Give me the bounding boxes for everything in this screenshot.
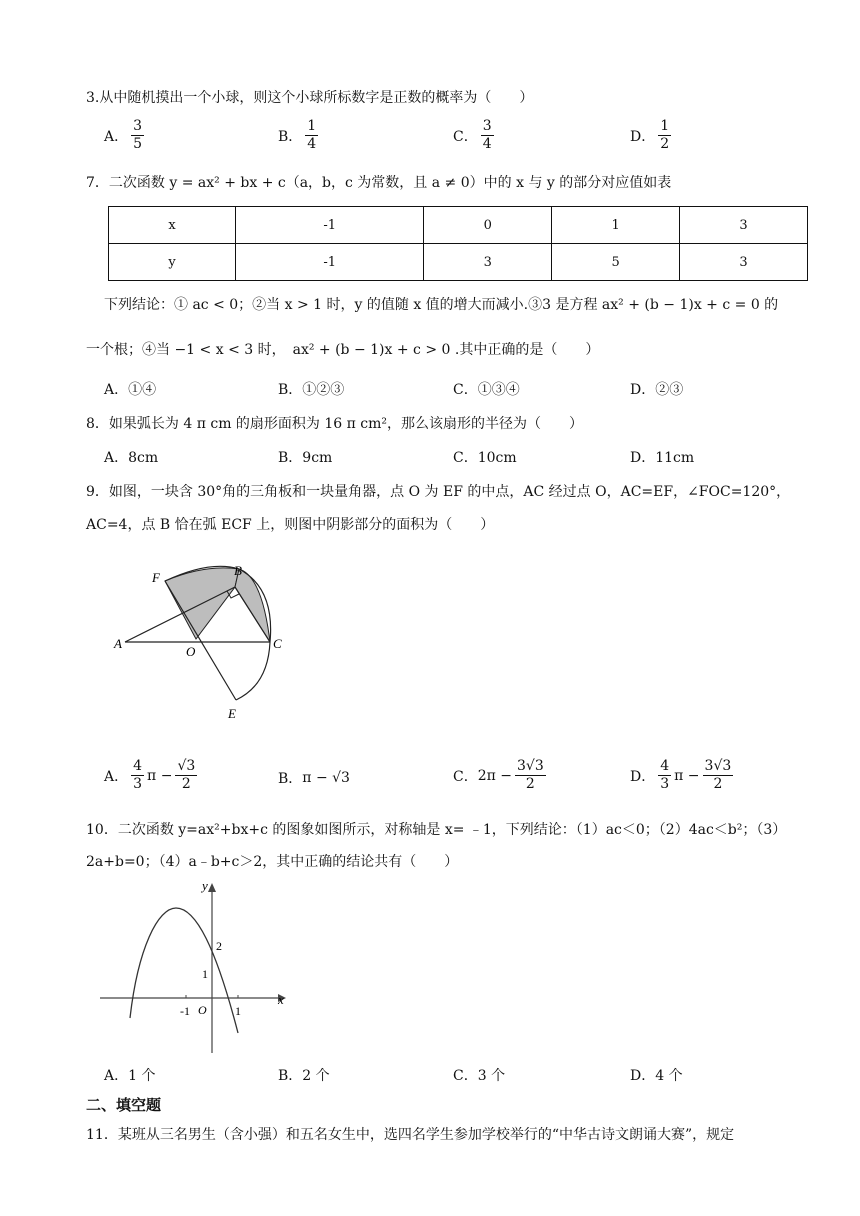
- fraction: [703, 758, 734, 793]
- tick-label-neg1: -1: [180, 1004, 190, 1018]
- q7-option-b[interactable]: B．①②③: [278, 382, 345, 398]
- q8-option-c[interactable]: C．10cm: [453, 450, 517, 466]
- question-11-stem: 11．某班从三名男生（含小强）和五名女生中，选四名学生参加学校举行的“中华古诗文朗诵大赛”，规定: [86, 1127, 735, 1143]
- tick-label-2: 2: [216, 939, 222, 953]
- numerator: 3√3: [704, 758, 732, 774]
- denominator: 2: [660, 136, 670, 152]
- tick-label-1: 1: [202, 967, 208, 981]
- table-cell: -1: [236, 244, 424, 281]
- option-text: π −: [147, 767, 173, 784]
- q7-option-d[interactable]: D．②③: [630, 382, 684, 398]
- q7-option-a[interactable]: A．①④: [104, 382, 157, 398]
- numerator: 1: [307, 118, 317, 134]
- option-label: B．: [278, 128, 303, 145]
- fraction: [131, 758, 144, 793]
- fraction: [658, 118, 671, 153]
- q7-conclusions-line2: 一个根；④当 −1 < x < 3 时， ax² + (b − 1)x + c > 0 .其中正确的是（ ）: [86, 342, 600, 358]
- table-cell: 3: [680, 207, 808, 244]
- q8-option-b[interactable]: B．9cm: [278, 450, 333, 466]
- numerator: 1: [660, 118, 670, 134]
- q9-option-b[interactable]: [278, 768, 350, 788]
- question-10-line1: 10．二次函数 y=ax²+bx+c 的图象如图所示，对称轴是 x= ﹣1，下列结论：（1）ac＜0；（2）4ac＜b²；（3）: [86, 822, 787, 838]
- table-cell: 3: [424, 244, 552, 281]
- q10-option-a[interactable]: A．1 个: [104, 1068, 156, 1084]
- option-label: B．: [278, 771, 303, 787]
- table-header-y: y: [109, 244, 236, 281]
- q8-option-d[interactable]: D．11cm: [630, 450, 695, 466]
- table-cell: 3: [680, 244, 808, 281]
- y-axis-arrow: [208, 883, 216, 892]
- q10-option-c[interactable]: C．3 个: [453, 1068, 506, 1084]
- table-cell: 1: [552, 207, 680, 244]
- q8-option-a[interactable]: A．8cm: [104, 450, 159, 466]
- q10-parabola-graph: [98, 878, 293, 1056]
- table-cell: -1: [236, 207, 424, 244]
- label-b: B: [234, 563, 242, 578]
- table-cell: 0: [424, 207, 552, 244]
- fraction: [305, 118, 318, 153]
- option-label: A．: [104, 128, 129, 145]
- question-8-stem: 8．如果弧长为 4 π cm 的扇形面积为 16 π cm²，那么该扇形的半径为（ ）: [86, 416, 584, 432]
- label-a: A: [114, 636, 122, 651]
- fraction: [131, 118, 144, 153]
- table-header-x: x: [109, 207, 236, 244]
- x-axis-label: x: [278, 992, 284, 1007]
- option-label: D．: [630, 768, 656, 785]
- value-table: [108, 206, 808, 281]
- option-text: 2π −: [477, 767, 513, 784]
- tick-label-1-x: 1: [235, 1004, 241, 1018]
- question-3-stem: 3.从中随机摸出一个小球，则这个小球所标数字是正数的概率为（ ）: [86, 90, 534, 106]
- q10-option-d[interactable]: D．4 个: [630, 1068, 683, 1084]
- table-row: [109, 207, 808, 244]
- q3-option-d[interactable]: [630, 118, 674, 153]
- q7-option-c[interactable]: C．①③④: [453, 382, 520, 398]
- numerator: 4: [133, 758, 143, 774]
- q3-option-c[interactable]: [453, 118, 497, 153]
- question-7-stem: 7．二次函数 y = ax² + bx + c（a，b，c 为常数，且 a ≠ 0）中的 x 与 y 的部分对应值如表: [86, 175, 672, 191]
- option-label: D．: [630, 128, 656, 145]
- numerator: 3: [482, 118, 492, 134]
- option-label: A．: [104, 768, 129, 785]
- question-10-line2: 2a+b=0；（4）a﹣b+c＞2，其中正确的结论共有（ ）: [86, 854, 459, 870]
- denominator: 2: [181, 776, 191, 792]
- origin-label: O: [198, 1003, 207, 1017]
- option-text: π −: [674, 767, 700, 784]
- table-row: [109, 244, 808, 281]
- question-9-line1: 9．如图，一块含 30°角的三角板和一块量角器，点 O 为 EF 的中点，AC 经过点 O，AC=EF，∠FOC=120°，: [86, 484, 791, 500]
- option-text: π − √3: [302, 770, 350, 786]
- fraction: [481, 118, 494, 153]
- label-c: C: [273, 636, 282, 651]
- q9-option-a[interactable]: [104, 758, 200, 793]
- section-title: 二、填空题: [86, 1096, 162, 1114]
- denominator: 2: [713, 776, 723, 792]
- q3-option-a[interactable]: [104, 118, 147, 153]
- option-label: C．: [453, 128, 478, 145]
- shaded-region-bc: [235, 569, 270, 642]
- q7-conclusions-line1: 下列结论：① ac < 0；②当 x > 1 时，y 的值随 x 值的增大而减小.③3 是方程 ax² + (b − 1)x + c = 0 的: [104, 297, 779, 313]
- question-9-line2: AC=4，点 B 恰在弧 ECF 上，则图中阴影部分的面积为（ ）: [86, 517, 495, 533]
- denominator: 2: [525, 776, 535, 792]
- numerator: √3: [177, 758, 196, 774]
- denominator: 4: [307, 136, 317, 152]
- denominator: 5: [133, 136, 143, 152]
- option-label: C．: [453, 768, 478, 785]
- fraction: [658, 758, 671, 793]
- numerator: 4: [660, 758, 670, 774]
- table-cell: 5: [552, 244, 680, 281]
- label-e: E: [228, 706, 236, 721]
- denominator: 4: [482, 136, 492, 152]
- y-axis-label: y: [202, 878, 208, 893]
- numerator: 3: [133, 118, 143, 134]
- label-f: F: [152, 570, 160, 585]
- q9-option-d[interactable]: [630, 758, 736, 793]
- fraction: [515, 758, 546, 793]
- numerator: 3√3: [517, 758, 544, 774]
- q10-option-b[interactable]: B．2 个: [278, 1068, 330, 1084]
- fraction: [175, 758, 197, 793]
- denominator: 3: [133, 776, 143, 792]
- q3-option-b[interactable]: [278, 118, 321, 153]
- q9-option-c[interactable]: [453, 758, 549, 793]
- denominator: 3: [660, 776, 670, 792]
- label-o: O: [186, 644, 196, 659]
- q9-figure: [110, 560, 310, 725]
